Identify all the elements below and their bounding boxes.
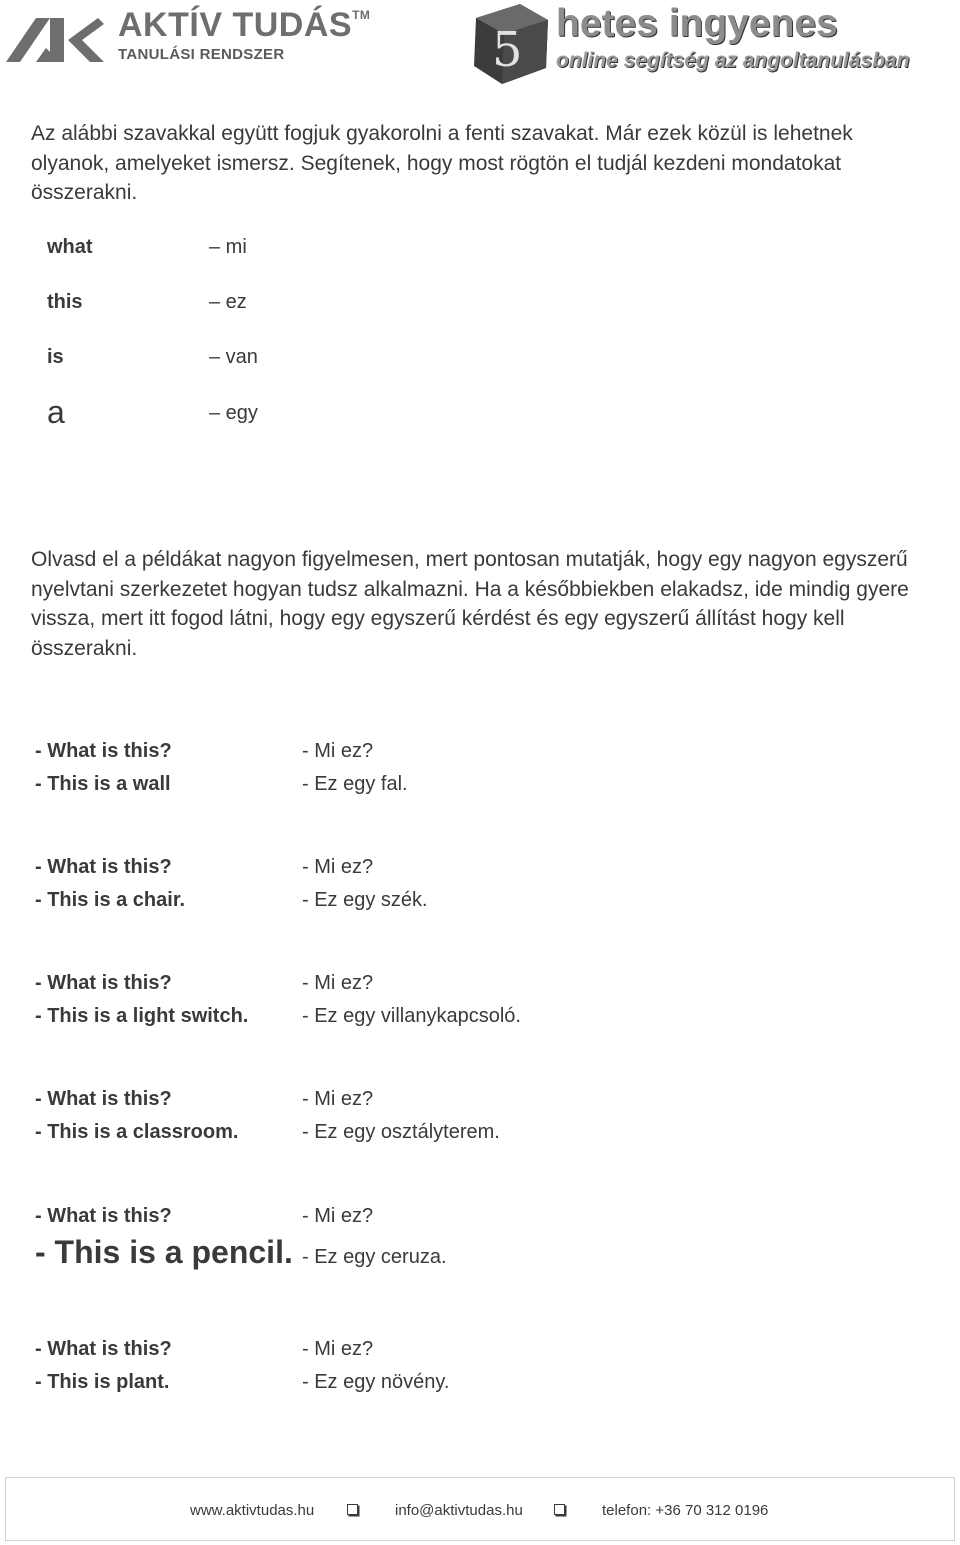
example-answer-en: - This is a pencil.: [35, 1234, 293, 1270]
example-answer-hu: - Ez egy ceruza.: [302, 1246, 447, 1268]
website-link[interactable]: www.aktivtudas.hu: [190, 1502, 315, 1519]
example-question-line: [35, 856, 835, 886]
vocab-english: is: [47, 346, 64, 368]
example-question-line: [35, 1338, 835, 1368]
example-question-hu: - Mi ez?: [302, 1338, 374, 1360]
instruction-paragraph: Olvasd el a példákat nagyon figyelmesen, mert pontosan mutatják, hogy egy nagyon egyszerű nyelvtani szerkezetet hogyan tudsz alkalmazni. Ha a későbbiekben elakadsz, ide mindig gyere vissza, mert itt fogod látni, hogy egy egyszerű kérdést és egy egyszerű állítást hogy kell összerakni.: [31, 548, 909, 660]
bullet-box-icon: [554, 1504, 565, 1515]
example-answer-line: [35, 1005, 835, 1035]
example-question-hu: - Mi ez?: [302, 972, 374, 994]
example-answer-hu: - Ez egy növény.: [302, 1371, 450, 1393]
example-answer-en: - This is a wall: [35, 773, 171, 795]
example-answer-en: - This is a light switch.: [35, 1005, 249, 1027]
trademark-mark: TM: [352, 8, 371, 22]
example-question-en: - What is this?: [35, 972, 172, 994]
example-answer-line: [35, 1234, 835, 1276]
vocab-hungarian: – egy: [209, 402, 258, 424]
promo-headline: hetes ingyenes: [556, 2, 838, 45]
example-answer-hu: - Ez egy szék.: [302, 889, 428, 911]
example-question-hu: - Mi ez?: [302, 856, 374, 878]
vocab-hungarian: – mi: [209, 236, 247, 258]
five-badge-icon: [470, 2, 552, 86]
example-answer-line: [35, 1371, 835, 1401]
example-question-hu: - Mi ez?: [302, 740, 374, 762]
example-question-en: - What is this?: [35, 1205, 172, 1227]
example-answer-en: - This is a chair.: [35, 889, 186, 911]
example-answer-line: [35, 1121, 835, 1151]
intro-paragraph: Az alábbi szavakkal együtt fogjuk gyakorolni a fenti szavakat. Már ezek közül is lehetnek olyanok, amelyeket ismersz. Segítenek, hogy most rögtön el tudjál kezdeni mondatokat összerakni.: [31, 122, 853, 204]
page-header: [0, 0, 960, 90]
example-question-en: - What is this?: [35, 856, 172, 878]
example-answer-line: [35, 773, 835, 803]
badge-number: 5: [492, 22, 523, 78]
page-footer: [5, 1477, 955, 1541]
aktiv-tudas-logo-icon: [6, 10, 106, 68]
example-question-hu: - Mi ez?: [302, 1088, 374, 1110]
example-answer-en: - This is plant.: [35, 1371, 170, 1393]
example-question-en: - What is this?: [35, 740, 172, 762]
vocab-english: what: [47, 236, 93, 258]
example-question-line: [35, 1205, 835, 1235]
example-question-line: [35, 972, 835, 1002]
example-answer-hu: - Ez egy fal.: [302, 773, 408, 795]
vocabulary-item: [0, 394, 600, 432]
example-answer-hu: - Ez egy villanykapcsoló.: [302, 1005, 521, 1027]
example-answer-line: [35, 889, 835, 919]
vocab-english: this: [47, 291, 83, 313]
vocab-english: a: [47, 394, 65, 430]
vocabulary-item: [0, 346, 600, 376]
example-question-en: - What is this?: [35, 1088, 172, 1110]
promo-subheadline: online segítség az angoltanulásban: [556, 49, 910, 72]
brand-title: AKTÍV TUDÁS™: [118, 6, 371, 44]
example-question-en: - What is this?: [35, 1338, 172, 1360]
example-question-line: [35, 740, 835, 770]
vocabulary-item: [0, 236, 600, 266]
example-question-hu: - Mi ez?: [302, 1205, 374, 1227]
vocab-hungarian: – ez: [209, 291, 247, 313]
bullet-box-icon: [347, 1504, 358, 1515]
example-answer-hu: - Ez egy osztályterem.: [302, 1121, 500, 1143]
phone-number: telefon: +36 70 312 0196: [602, 1502, 769, 1519]
example-answer-en: - This is a classroom.: [35, 1121, 239, 1143]
email-link[interactable]: info@aktivtudas.hu: [395, 1502, 523, 1519]
vocab-hungarian: – van: [209, 346, 258, 368]
brand-subtitle: TANULÁSI RENDSZER: [118, 46, 285, 63]
vocabulary-item: [0, 291, 600, 321]
example-question-line: [35, 1088, 835, 1118]
